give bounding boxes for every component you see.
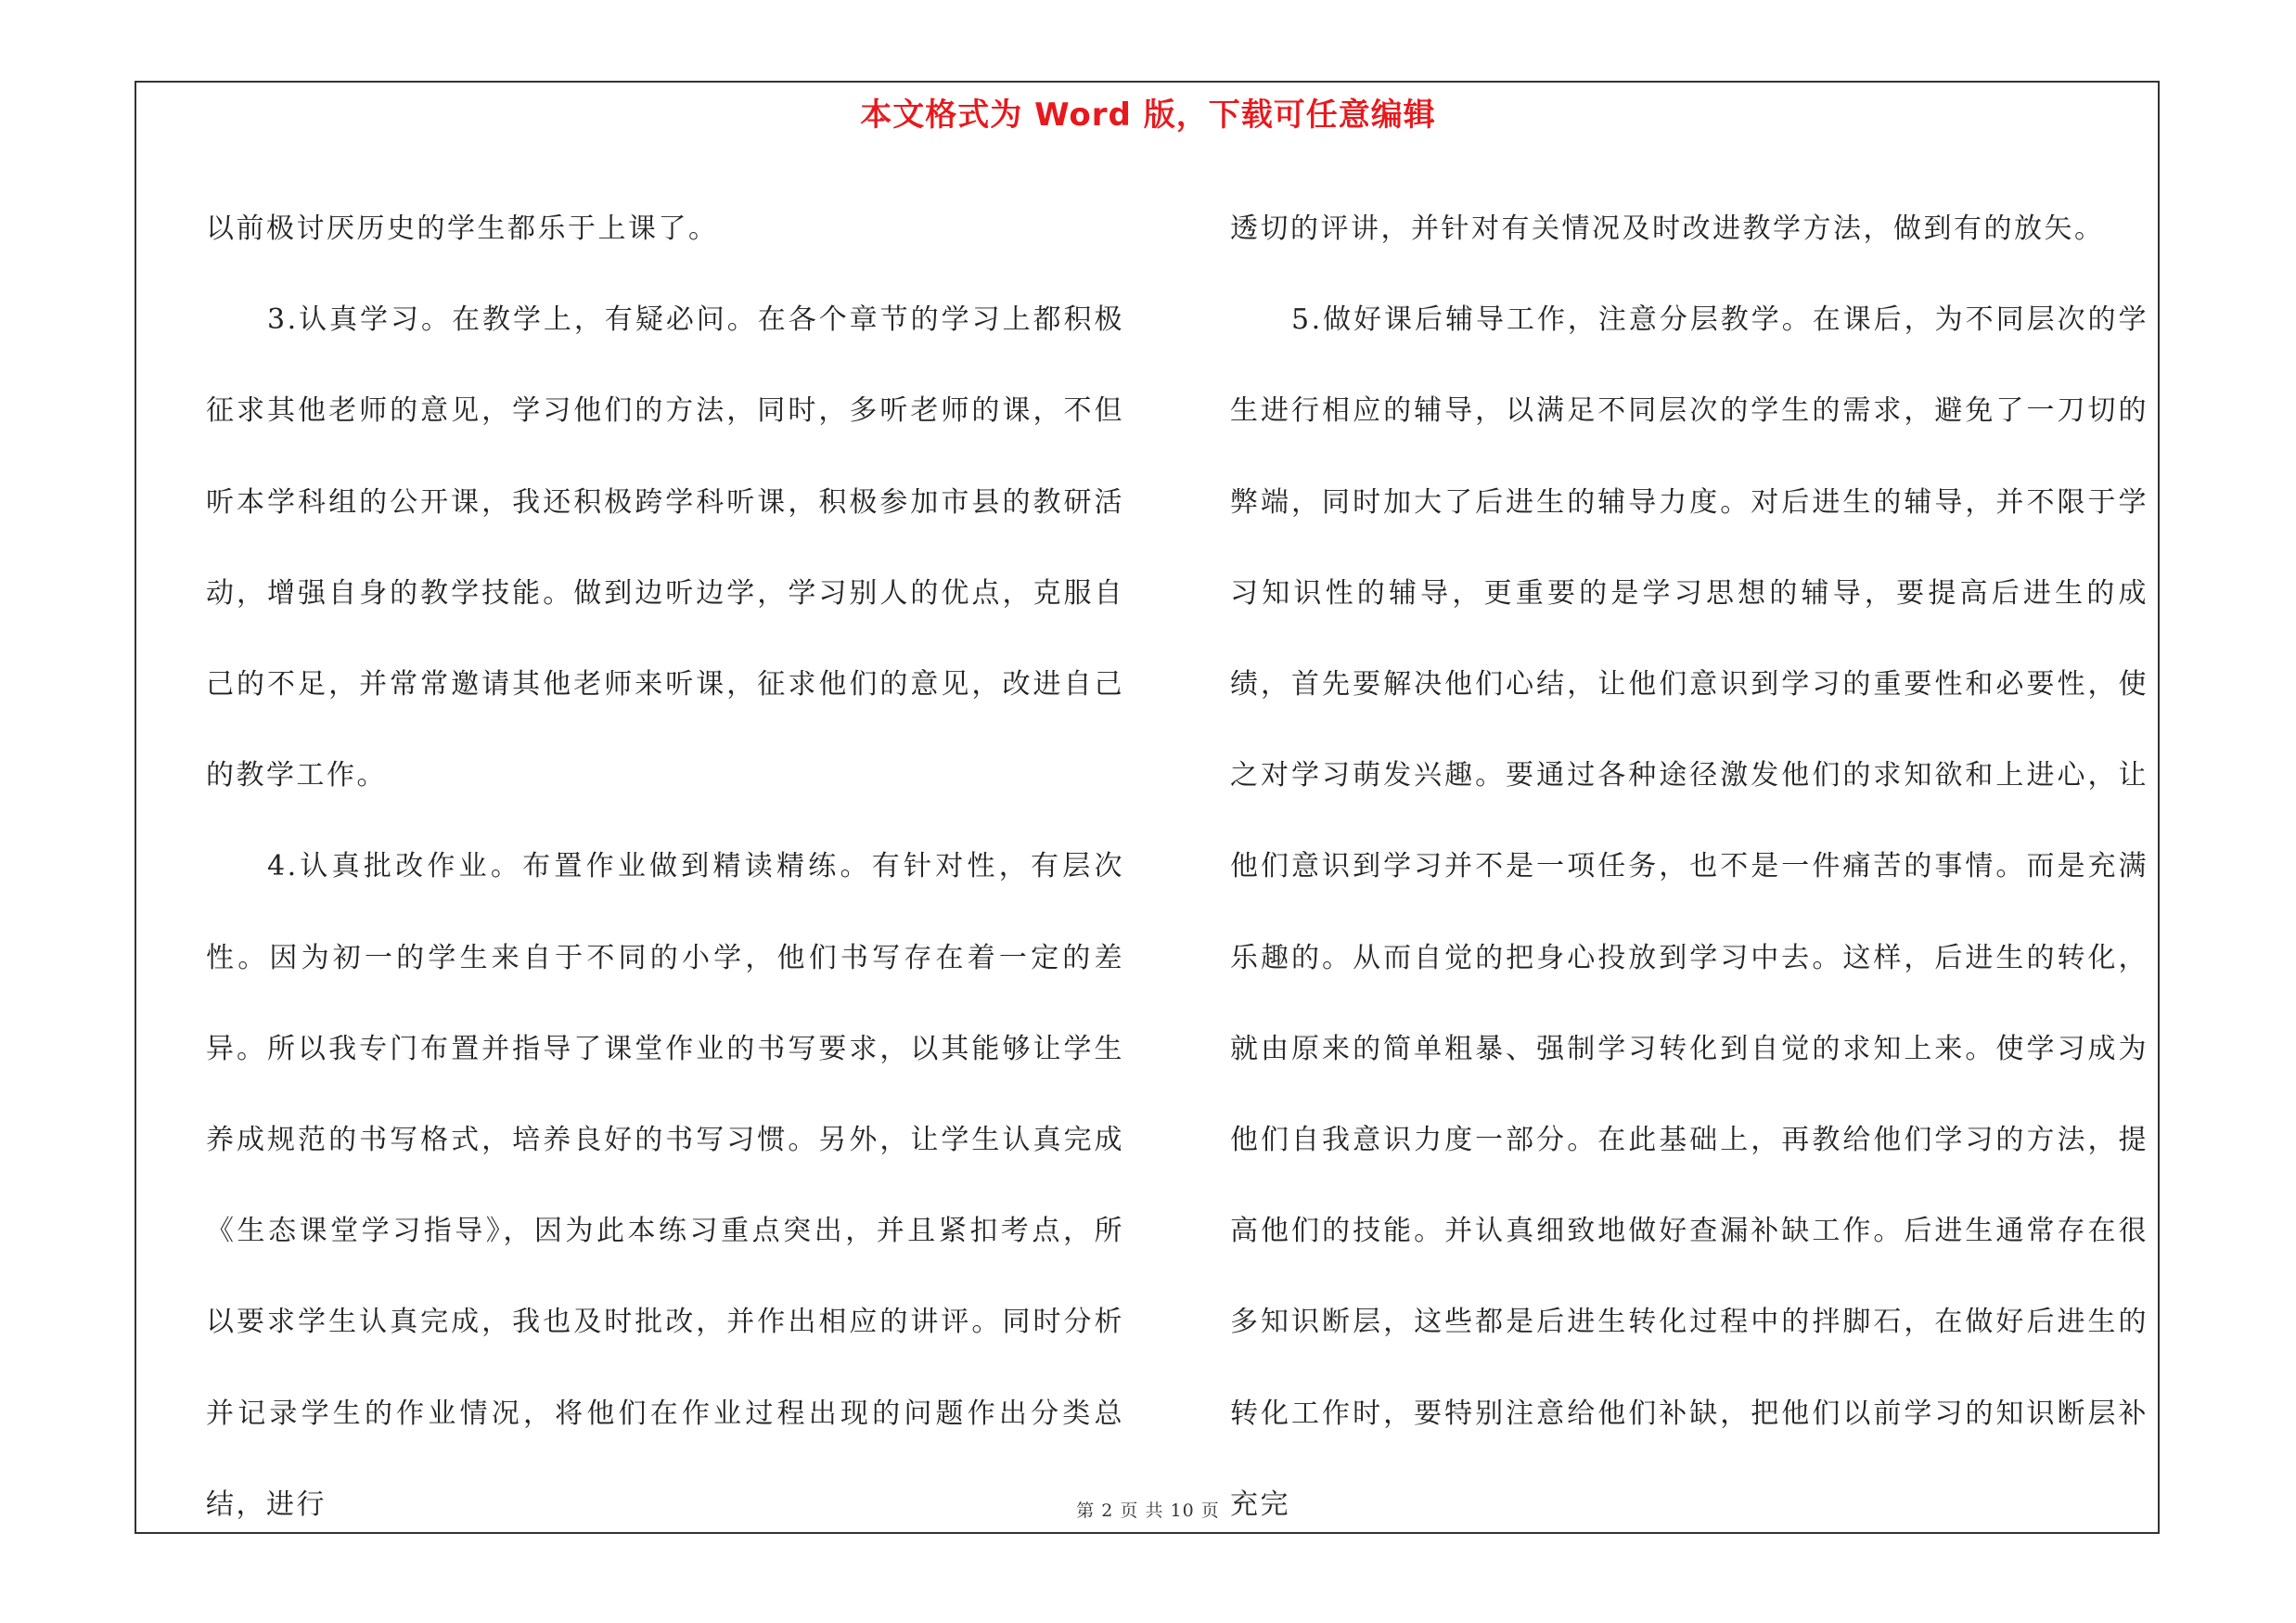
page-number-footer: 第 2 页 共 10 页 [1076, 1501, 1220, 1521]
left-text-column [206, 184, 1124, 1551]
right-text-column [1230, 184, 2148, 1551]
paragraph-item-5: 5.做好课后辅导工作，注意分层教学。在课后，为不同层次的学生进行相应的辅导，以满足不同层次的学生的需求，避免了一刀切的弊端，同时加大了后进生的辅导力度。对后进生的辅导，并不限于学习知识性的辅导，更重要的是学习思想的辅导，要提高后进生的成绩，首先要解决他们心结，让他们意识到学习的重要性和必要性，使之对学习萌发兴趣。要通过各种途径激发他们的求知欲和上进心，让他们意识到学习并不是一项任务，也不是一件痛苦的事情。而是充满乐趣的。从而自觉的把身心投放到学习中去。这样，后进生的转化，就由原来的简单粗暴、强制学习转化到自觉的求知上来。使学习成为他们自我意识力度一部分。在此基础上，再教给他们学习的方法，提高他们的技能。并认真细致地做好查漏补缺工作。后进生通常存在很多知识断层，这些都是后进生转化过程中的拌脚石，在做好后进生的转化工作时，要特别注意给他们补缺，把他们以前学习的知识断层补充完 [1230, 303, 2148, 1521]
word-format-banner: 本文格式为 Word 版，下载可任意编辑 [860, 97, 1436, 134]
paragraph-continuation: 透切的评讲，并针对有关情况及时改进教学方法，做到有的放矢。 [1230, 213, 2105, 245]
paragraph-item-4: 4.认真批改作业。布置作业做到精读精练。有针对性，有层次性。因为初一的学生来自于不同的小学，他们书写存在着一定的差异。所以我专门布置并指导了课堂作业的书写要求，以其能够让学生养成规范的书写格式，培养良好的书写习惯。另外，让学生认真完成《生态课堂学习指导》，因为此本练习重点突出，并且紧扣考点，所以要求学生认真完成，我也及时批改，并作出相应的讲评。同时分析并记录学生的作业情况，将他们在作业过程出现的问题作出分类总结，进行 [206, 850, 1124, 1521]
paragraph-continuation: 以前极讨厌历史的学生都乐于上课了。 [206, 213, 719, 245]
paragraph-item-3: 3.认真学习。在教学上，有疑必问。在各个章节的学习上都积极征求其他老师的意见，学习他们的方法，同时，多听老师的课，不但听本学科组的公开课，我还积极跨学科听课，积极参加市县的教研活动，增强自身的教学技能。做到边听边学，学习别人的优点，克服自己的不足，并常常邀请其他老师来听课，征求他们的意见，改进自己的教学工作。 [206, 303, 1124, 792]
